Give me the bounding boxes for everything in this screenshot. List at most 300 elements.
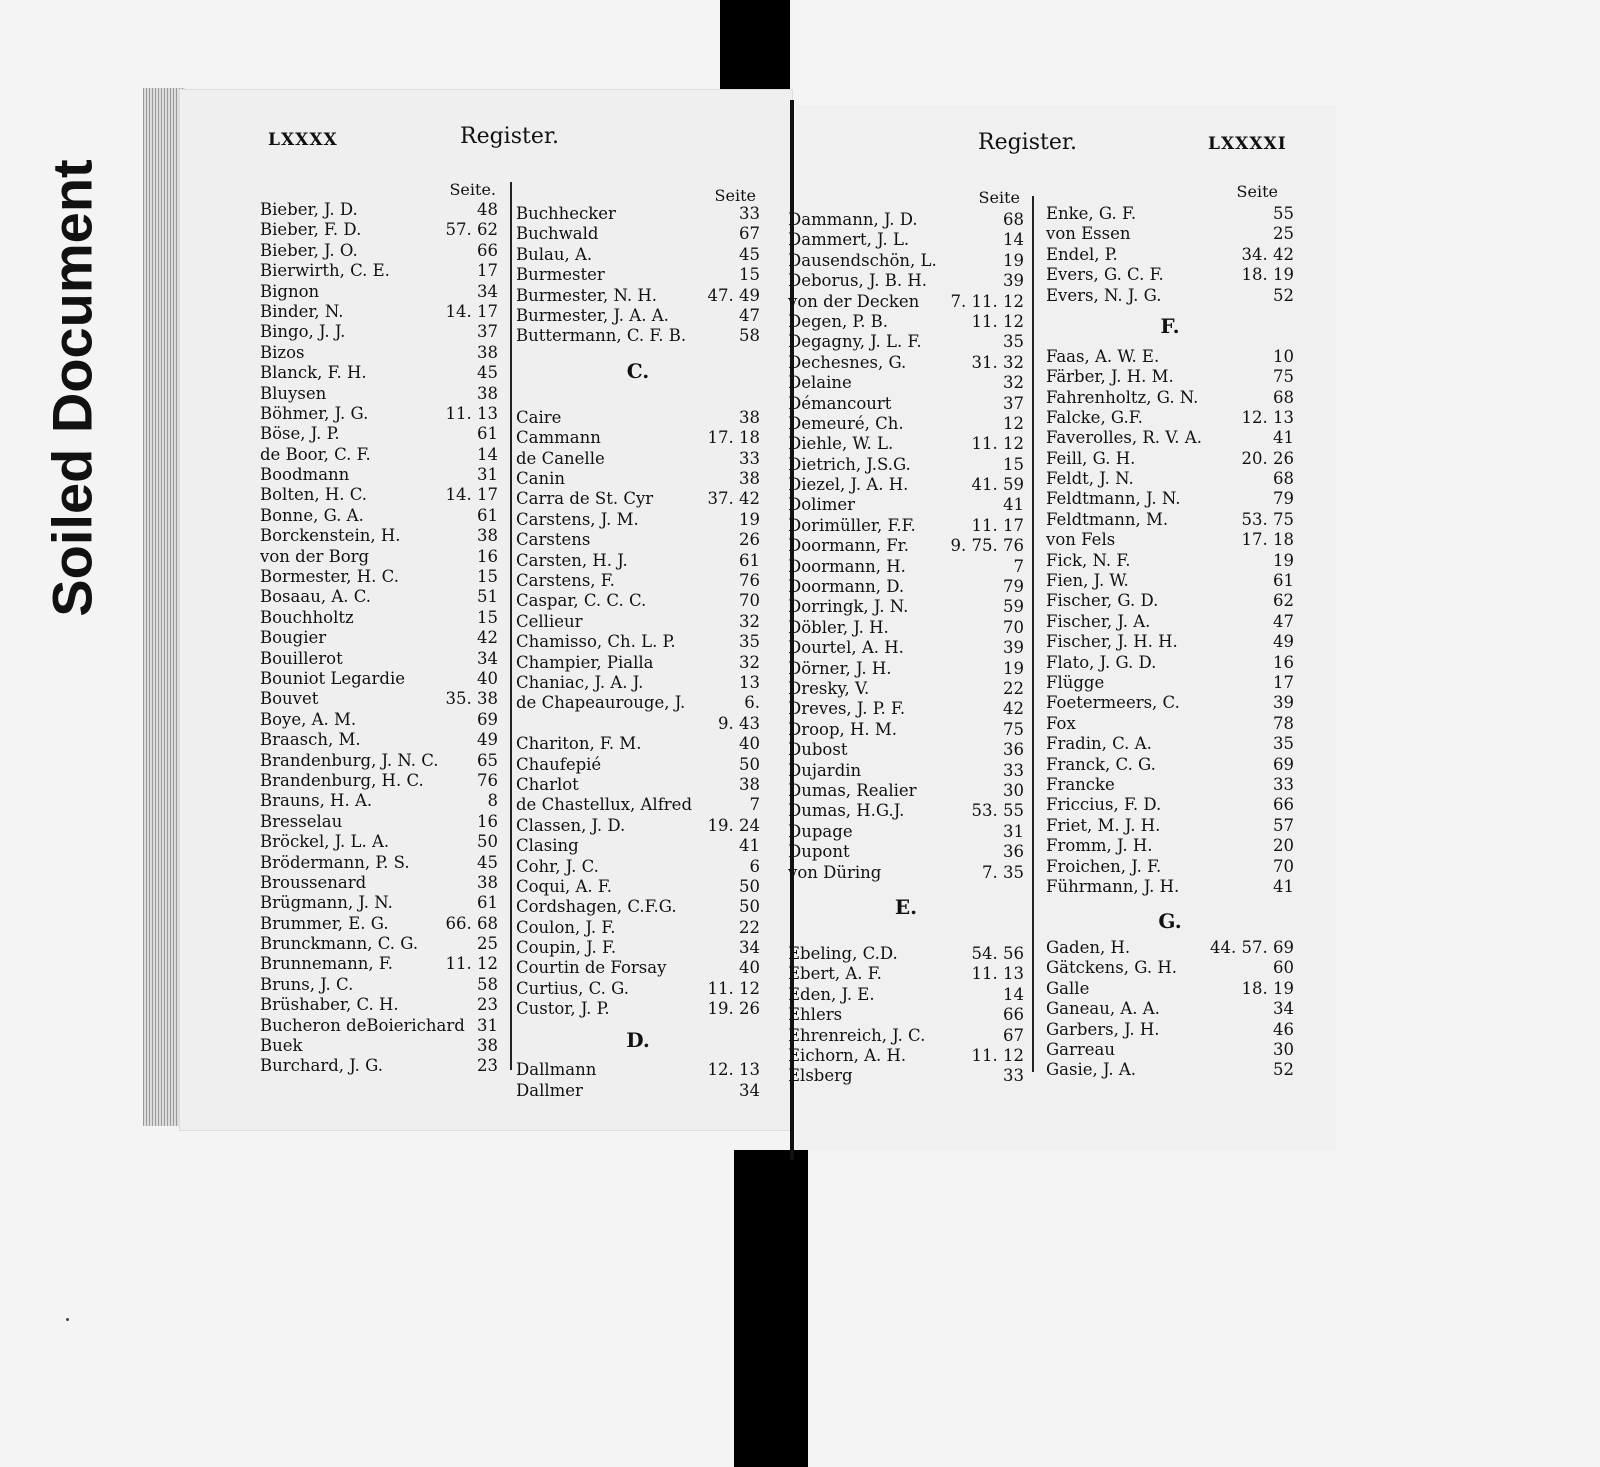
entry-name: Brödermann, P. S. — [260, 852, 410, 872]
register-entry — [260, 547, 498, 567]
entry-pages: 62 — [1273, 591, 1294, 611]
entry-pages: 19 — [1273, 550, 1294, 570]
register-entry — [788, 679, 1024, 699]
entry-pages: 11. 13 — [971, 964, 1024, 984]
entry-name: Garreau — [1046, 1040, 1116, 1060]
register-entry — [516, 795, 760, 815]
register-entry — [516, 265, 760, 285]
entry-name: von der Decken — [788, 291, 920, 311]
register-entry — [260, 526, 498, 546]
register-entry — [1046, 612, 1294, 632]
entry-name: Buek — [260, 1036, 303, 1056]
register-entry — [516, 632, 760, 652]
register-entry — [260, 200, 498, 220]
register-entry — [516, 591, 760, 611]
entry-name: Dausendschön, L. — [788, 250, 937, 270]
entry-name: von Essen — [1046, 224, 1131, 244]
entry-pages: 35 — [1273, 734, 1294, 754]
entry-pages: 47 — [1273, 611, 1294, 631]
entry-pages: 13 — [739, 673, 760, 692]
register-entry — [516, 857, 760, 877]
entry-name: Bolten, H. C. — [260, 485, 368, 505]
register-entry — [1046, 653, 1294, 673]
register-entry — [516, 958, 760, 978]
entry-name: Charlot — [516, 774, 579, 794]
entry-pages: 17. 18 — [707, 428, 760, 448]
register-entry — [516, 612, 760, 632]
register-entry — [260, 465, 498, 485]
entry-pages: 11. 12 — [971, 1046, 1024, 1066]
register-entry — [1046, 551, 1294, 571]
entry-name: Fahrenholtz, G. N. — [1046, 387, 1199, 407]
register-entry — [1046, 775, 1294, 795]
right-col2-seite-header: Seite — [1236, 182, 1278, 201]
entry-pages: 16 — [477, 546, 498, 566]
entry-name: Dresky, V. — [788, 678, 870, 698]
register-entry — [516, 653, 760, 673]
entry-name: Feldt, J. N. — [1046, 469, 1134, 489]
entry-pages: 38 — [739, 774, 760, 794]
entry-name: Demeuré, Ch. — [788, 413, 904, 433]
entry-pages: 7. 35 — [982, 862, 1024, 882]
register-entry — [260, 954, 498, 974]
register-entry — [788, 801, 1024, 821]
register-entry — [260, 608, 498, 628]
section-letter-g: G. — [1158, 909, 1182, 934]
speck — [66, 1318, 69, 1321]
entry-name: Endel, P. — [1046, 244, 1118, 264]
register-entry — [1046, 571, 1294, 591]
stamp-text: Soiled Document — [40, 159, 104, 617]
entry-name: Binder, N. — [260, 301, 344, 321]
entry-pages: 19 — [739, 509, 760, 529]
register-entry — [260, 791, 498, 811]
register-entry — [788, 495, 1024, 515]
register-entry — [788, 720, 1024, 740]
left-page-title: Register. — [460, 124, 559, 149]
entry-pages: 49 — [1273, 632, 1294, 652]
register-entry — [788, 985, 1024, 1005]
entry-pages: 38 — [739, 469, 760, 489]
entry-pages: 31 — [477, 1015, 498, 1035]
register-entry — [516, 816, 760, 836]
entry-name: Feldtmann, M. — [1046, 509, 1169, 529]
entry-name: Döbler, J. H. — [788, 617, 889, 637]
entry-name: Carstens, J. M. — [516, 509, 639, 529]
entry-pages: 15 — [477, 567, 498, 587]
entry-pages: 23 — [477, 1056, 498, 1076]
register-entry — [260, 404, 498, 424]
entry-pages: 53. 55 — [971, 801, 1024, 821]
register-entry — [516, 449, 760, 469]
register-entry — [1046, 673, 1294, 693]
entry-name: Boodmann — [260, 465, 350, 485]
register-entry — [516, 245, 760, 265]
entry-pages: 45 — [739, 244, 760, 264]
register-entry — [788, 638, 1024, 658]
register-entry — [1046, 204, 1294, 224]
register-entry — [1046, 836, 1294, 856]
entry-name: Braasch, M. — [260, 730, 361, 750]
register-entry — [516, 286, 760, 306]
entry-name: Coupin, J. F. — [516, 938, 617, 958]
entry-pages: 52 — [1273, 1060, 1294, 1080]
entry-pages: 41 — [1273, 428, 1294, 448]
entry-pages: 30 — [1003, 780, 1024, 800]
entry-name: de Chapeaurouge, J. — [516, 693, 686, 713]
register-entry — [1046, 388, 1294, 408]
entry-name: Curtius, C. G. — [516, 978, 629, 998]
register-entry — [788, 618, 1024, 638]
register-entry — [788, 863, 1024, 883]
entry-name: Foetermeers, C. — [1046, 693, 1180, 713]
register-entry — [1046, 958, 1294, 978]
entry-pages: 70 — [1273, 856, 1294, 876]
entry-name: Doormann, H. — [788, 556, 906, 576]
entry-pages: 35. 38 — [445, 689, 498, 709]
register-entry — [516, 734, 760, 754]
register-entry — [516, 510, 760, 530]
entry-name: Brunckmann, C. G. — [260, 934, 419, 954]
entry-pages: 57 — [1273, 815, 1294, 835]
register-entry — [516, 999, 760, 1019]
entry-pages: 7 — [749, 795, 760, 815]
register-entry — [788, 394, 1024, 414]
entry-name: Diehle, W. L. — [788, 434, 894, 454]
entry-name: Ehrenreich, J. C. — [788, 1025, 926, 1045]
entry-name: Friccius, F. D. — [1046, 795, 1162, 815]
register-entry — [788, 1046, 1024, 1066]
entry-name: Dörner, J. H. — [788, 658, 892, 678]
entry-pages: 68 — [1273, 387, 1294, 407]
page-edge-stack — [143, 88, 185, 1126]
right-folio: LXXXXI — [1208, 134, 1287, 154]
entry-name: Brandenburg, H. C. — [260, 770, 424, 790]
entry-pages: 9. 43 — [718, 713, 760, 733]
entry-pages: 38 — [477, 1036, 498, 1056]
entry-name: Dammert, J. L. — [788, 230, 910, 250]
entry-name: Bierwirth, C. E. — [260, 261, 390, 281]
entry-name: Carstens — [516, 530, 591, 550]
section-letter-f: F. — [1160, 313, 1180, 338]
entry-pages: 76 — [739, 571, 760, 591]
entry-pages: 38 — [477, 383, 498, 403]
register-entry — [1046, 286, 1294, 306]
entry-name: von Fels — [1046, 530, 1116, 550]
entry-name: Bosaau, A. C. — [260, 587, 372, 607]
entry-name: Bouvet — [260, 689, 319, 709]
entry-name: Feldtmann, J. N. — [1046, 489, 1181, 509]
register-entry — [516, 775, 760, 795]
entry-pages: 78 — [1273, 713, 1294, 733]
register-entry — [788, 781, 1024, 801]
entry-pages: 12. 13 — [1241, 407, 1294, 427]
register-entry — [788, 740, 1024, 760]
entry-name: Evers, G. C. F. — [1046, 265, 1164, 285]
register-entry — [1046, 999, 1294, 1019]
entry-name: Chaniac, J. A. J. — [516, 673, 644, 692]
entry-pages: 6 — [749, 856, 760, 876]
entry-name: Degagny, J. L. F. — [788, 332, 922, 352]
entry-name: Cammann — [516, 428, 601, 448]
entry-pages: 17. 18 — [1241, 530, 1294, 550]
register-entry — [516, 551, 760, 571]
entry-pages: 39 — [1273, 693, 1294, 713]
register-entry — [260, 384, 498, 404]
entry-pages: 20. 26 — [1241, 448, 1294, 468]
entry-pages: 59 — [1003, 597, 1024, 617]
register-entry — [788, 964, 1024, 984]
entry-name: Dorringk, J. N. — [788, 597, 909, 617]
entry-name: Enke, G. F. — [1046, 204, 1137, 223]
register-entry — [788, 292, 1024, 312]
section-letter-e: E. — [894, 894, 918, 919]
entry-pages: 38 — [477, 872, 498, 892]
entry-name: Ebert, A. F. — [788, 964, 882, 984]
register-entry — [260, 771, 498, 791]
entry-pages: 26 — [739, 530, 760, 550]
entry-pages: 19. 26 — [707, 999, 760, 1019]
entry-name: Buchwald — [516, 224, 599, 244]
entry-pages: 15 — [739, 265, 760, 285]
entry-name: Caspar, C. C. C. — [516, 591, 647, 611]
left-page-column-2 — [516, 204, 760, 1101]
register-entry — [788, 1026, 1024, 1046]
entry-name: Buttermann, C. F. B. — [516, 326, 687, 346]
entry-name: Borckenstein, H. — [260, 526, 401, 546]
entry-pages: 69 — [477, 709, 498, 729]
entry-name: Burchard, J. G. — [260, 1056, 383, 1076]
register-entry — [260, 649, 498, 669]
register-entry — [516, 755, 760, 775]
entry-pages: 41 — [739, 836, 760, 856]
register-entry — [788, 659, 1024, 679]
entry-pages: 18. 19 — [1241, 265, 1294, 285]
register-entry — [260, 689, 498, 709]
register-entry — [1046, 938, 1294, 958]
entry-pages: 40 — [739, 958, 760, 978]
entry-name: Bröckel, J. L. A. — [260, 832, 390, 852]
entry-name: Feill, G. H. — [1046, 448, 1136, 468]
register-entry — [1046, 1060, 1294, 1080]
entry-pages: 12. 13 — [707, 1060, 760, 1080]
entry-name: Bluysen — [260, 383, 327, 403]
entry-pages: 50 — [739, 876, 760, 896]
register-entry — [788, 1066, 1024, 1086]
entry-pages: 37. 42 — [707, 489, 760, 509]
register-entry — [788, 536, 1024, 556]
entry-name: Droop, H. M. — [788, 719, 898, 739]
entry-pages: 42 — [477, 628, 498, 648]
entry-pages: 46 — [1273, 1019, 1294, 1039]
entry-pages: 11. 17 — [971, 515, 1024, 535]
entry-name: Führmann, J. H. — [1046, 876, 1180, 896]
entry-name: Chaufepié — [516, 754, 602, 774]
register-entry — [260, 424, 498, 444]
register-entry — [516, 530, 760, 550]
register-entry — [260, 853, 498, 873]
entry-name: Francke — [1046, 774, 1115, 794]
entry-name: de Chastellux, Alfred — [516, 795, 693, 815]
entry-name: Ganeau, A. A. — [1046, 999, 1160, 1019]
left-folio: LXXXX — [268, 130, 338, 150]
right-column-rule — [1032, 196, 1034, 1072]
section-letter-d: D. — [626, 1027, 650, 1052]
register-entry — [1046, 877, 1294, 897]
entry-pages: 33 — [1003, 1066, 1024, 1086]
entry-name: Dechesnes, G. — [788, 352, 907, 372]
entry-pages: 45 — [477, 852, 498, 872]
right-page-column-1 — [788, 210, 1024, 1087]
register-entry — [1046, 591, 1294, 611]
entry-pages: 34 — [739, 938, 760, 958]
left-col1-seite-header: Seite. — [449, 180, 496, 199]
entry-pages: 33 — [739, 448, 760, 468]
register-entry — [1046, 428, 1294, 448]
entry-pages: 15 — [477, 607, 498, 627]
entry-name: Custor, J. P. — [516, 999, 610, 1019]
entry-name: Dietrich, J.S.G. — [788, 454, 911, 474]
entry-name: Brüshaber, C. H. — [260, 995, 399, 1015]
entry-name: Gaden, H. — [1046, 938, 1131, 958]
entry-name: Fradin, C. A. — [1046, 734, 1152, 754]
register-entry — [516, 938, 760, 958]
register-entry — [260, 261, 498, 281]
entry-name: Degen, P. B. — [788, 311, 889, 331]
entry-name: Burmester, N. H. — [516, 285, 657, 305]
entry-name: Burmester, J. A. A. — [516, 305, 669, 325]
entry-pages: 50 — [739, 754, 760, 774]
register-entry — [1046, 469, 1294, 489]
register-entry — [516, 326, 760, 346]
register-entry — [260, 914, 498, 934]
entry-name: Cordshagen, C.F.G. — [516, 897, 677, 917]
entry-name: Dorimüller, F.F. — [788, 515, 916, 535]
entry-pages: 30 — [1273, 1040, 1294, 1060]
register-entry — [260, 975, 498, 995]
right-col1-seite-header: Seite — [978, 188, 1020, 207]
register-entry — [260, 751, 498, 771]
register-entry — [1046, 408, 1294, 428]
entry-name: Bucheron deBoierichard — [260, 1015, 465, 1035]
entry-pages: 41. 59 — [971, 475, 1024, 495]
entry-name: Clasing — [516, 836, 579, 856]
entry-pages: 7. 11. 12 — [950, 291, 1024, 311]
entry-pages: 14. 17 — [445, 485, 498, 505]
register-entry — [260, 567, 498, 587]
register-entry — [788, 1005, 1024, 1025]
register-entry — [260, 812, 498, 832]
entry-name: Bruns, J. C. — [260, 974, 354, 994]
entry-pages: 70 — [739, 591, 760, 611]
register-entry — [1046, 714, 1294, 734]
entry-pages: 34. 42 — [1241, 244, 1294, 264]
entry-pages: 47. 49 — [707, 285, 760, 305]
entry-pages: 68 — [1003, 210, 1024, 229]
entry-name: Fischer, J. H. H. — [1046, 632, 1178, 652]
register-entry — [788, 822, 1024, 842]
entry-pages: 32 — [1003, 373, 1024, 393]
entry-pages: 50 — [739, 897, 760, 917]
register-entry — [260, 506, 498, 526]
entry-pages: 32 — [739, 611, 760, 631]
register-entry — [516, 918, 760, 938]
entry-name: Dujardin — [788, 760, 862, 780]
entry-pages: 14 — [477, 444, 498, 464]
entry-pages: 22 — [739, 917, 760, 937]
left-page-column-1 — [260, 200, 498, 1077]
register-entry — [788, 597, 1024, 617]
entry-name: Faas, A. W. E. — [1046, 346, 1160, 366]
entry-name: Coqui, A. F. — [516, 876, 613, 896]
register-entry — [788, 475, 1024, 495]
entry-name: Doormann, D. — [788, 577, 905, 597]
entry-pages: 54. 56 — [971, 944, 1024, 964]
entry-name: Ehlers — [788, 1005, 843, 1025]
entry-pages: 16 — [1273, 652, 1294, 672]
register-entry — [260, 730, 498, 750]
entry-pages: 20 — [1273, 836, 1294, 856]
entry-name: Bonne, G. A. — [260, 505, 364, 525]
entry-pages: 37 — [1003, 393, 1024, 413]
register-entry — [788, 251, 1024, 271]
entry-pages: 65 — [477, 750, 498, 770]
register-entry — [788, 414, 1024, 434]
entry-name: de Boor, C. F. — [260, 444, 371, 464]
register-entry — [1046, 224, 1294, 244]
entry-name: von der Borg — [260, 546, 370, 566]
entry-name: Classen, J. D. — [516, 815, 626, 835]
entry-pages: 36 — [1003, 740, 1024, 760]
register-entry — [788, 434, 1024, 454]
entry-pages: 61 — [1273, 571, 1294, 591]
entry-pages: 38 — [477, 526, 498, 546]
entry-name: Fick, N. F. — [1046, 550, 1131, 570]
entry-pages: 8 — [487, 791, 498, 811]
entry-name: Bieber, J. D. — [260, 200, 358, 219]
register-entry — [788, 332, 1024, 352]
entry-name: Färber, J. H. M. — [1046, 367, 1174, 387]
register-entry — [260, 322, 498, 342]
register-entry — [260, 832, 498, 852]
entry-pages: 9. 75. 76 — [950, 536, 1024, 556]
entry-pages: 66 — [477, 240, 498, 260]
entry-name: Démancourt — [788, 393, 892, 413]
register-entry — [788, 210, 1024, 230]
register-entry — [1046, 530, 1294, 550]
entry-name: Buchhecker — [516, 204, 616, 223]
register-entry — [516, 571, 760, 591]
entry-pages: 19 — [1003, 658, 1024, 678]
entry-name: Bormester, H. C. — [260, 567, 399, 587]
register-entry — [1046, 489, 1294, 509]
entry-name: Galle — [1046, 978, 1090, 998]
register-entry — [788, 312, 1024, 332]
entry-pages: 61 — [477, 424, 498, 444]
entry-pages: 19 — [1003, 250, 1024, 270]
entry-pages: 12 — [1003, 413, 1024, 433]
entry-name: Dallmer — [516, 1080, 583, 1100]
binding-strip-bottom — [734, 1150, 808, 1467]
register-entry — [788, 944, 1024, 964]
register-entry — [1046, 857, 1294, 877]
entry-pages: 61 — [477, 505, 498, 525]
entry-name: Carra de St. Cyr — [516, 489, 654, 509]
entry-pages: 79 — [1273, 489, 1294, 509]
entry-pages: 38 — [477, 342, 498, 362]
entry-pages: 61 — [739, 550, 760, 570]
entry-name: Dreves, J. P. F. — [788, 699, 906, 719]
